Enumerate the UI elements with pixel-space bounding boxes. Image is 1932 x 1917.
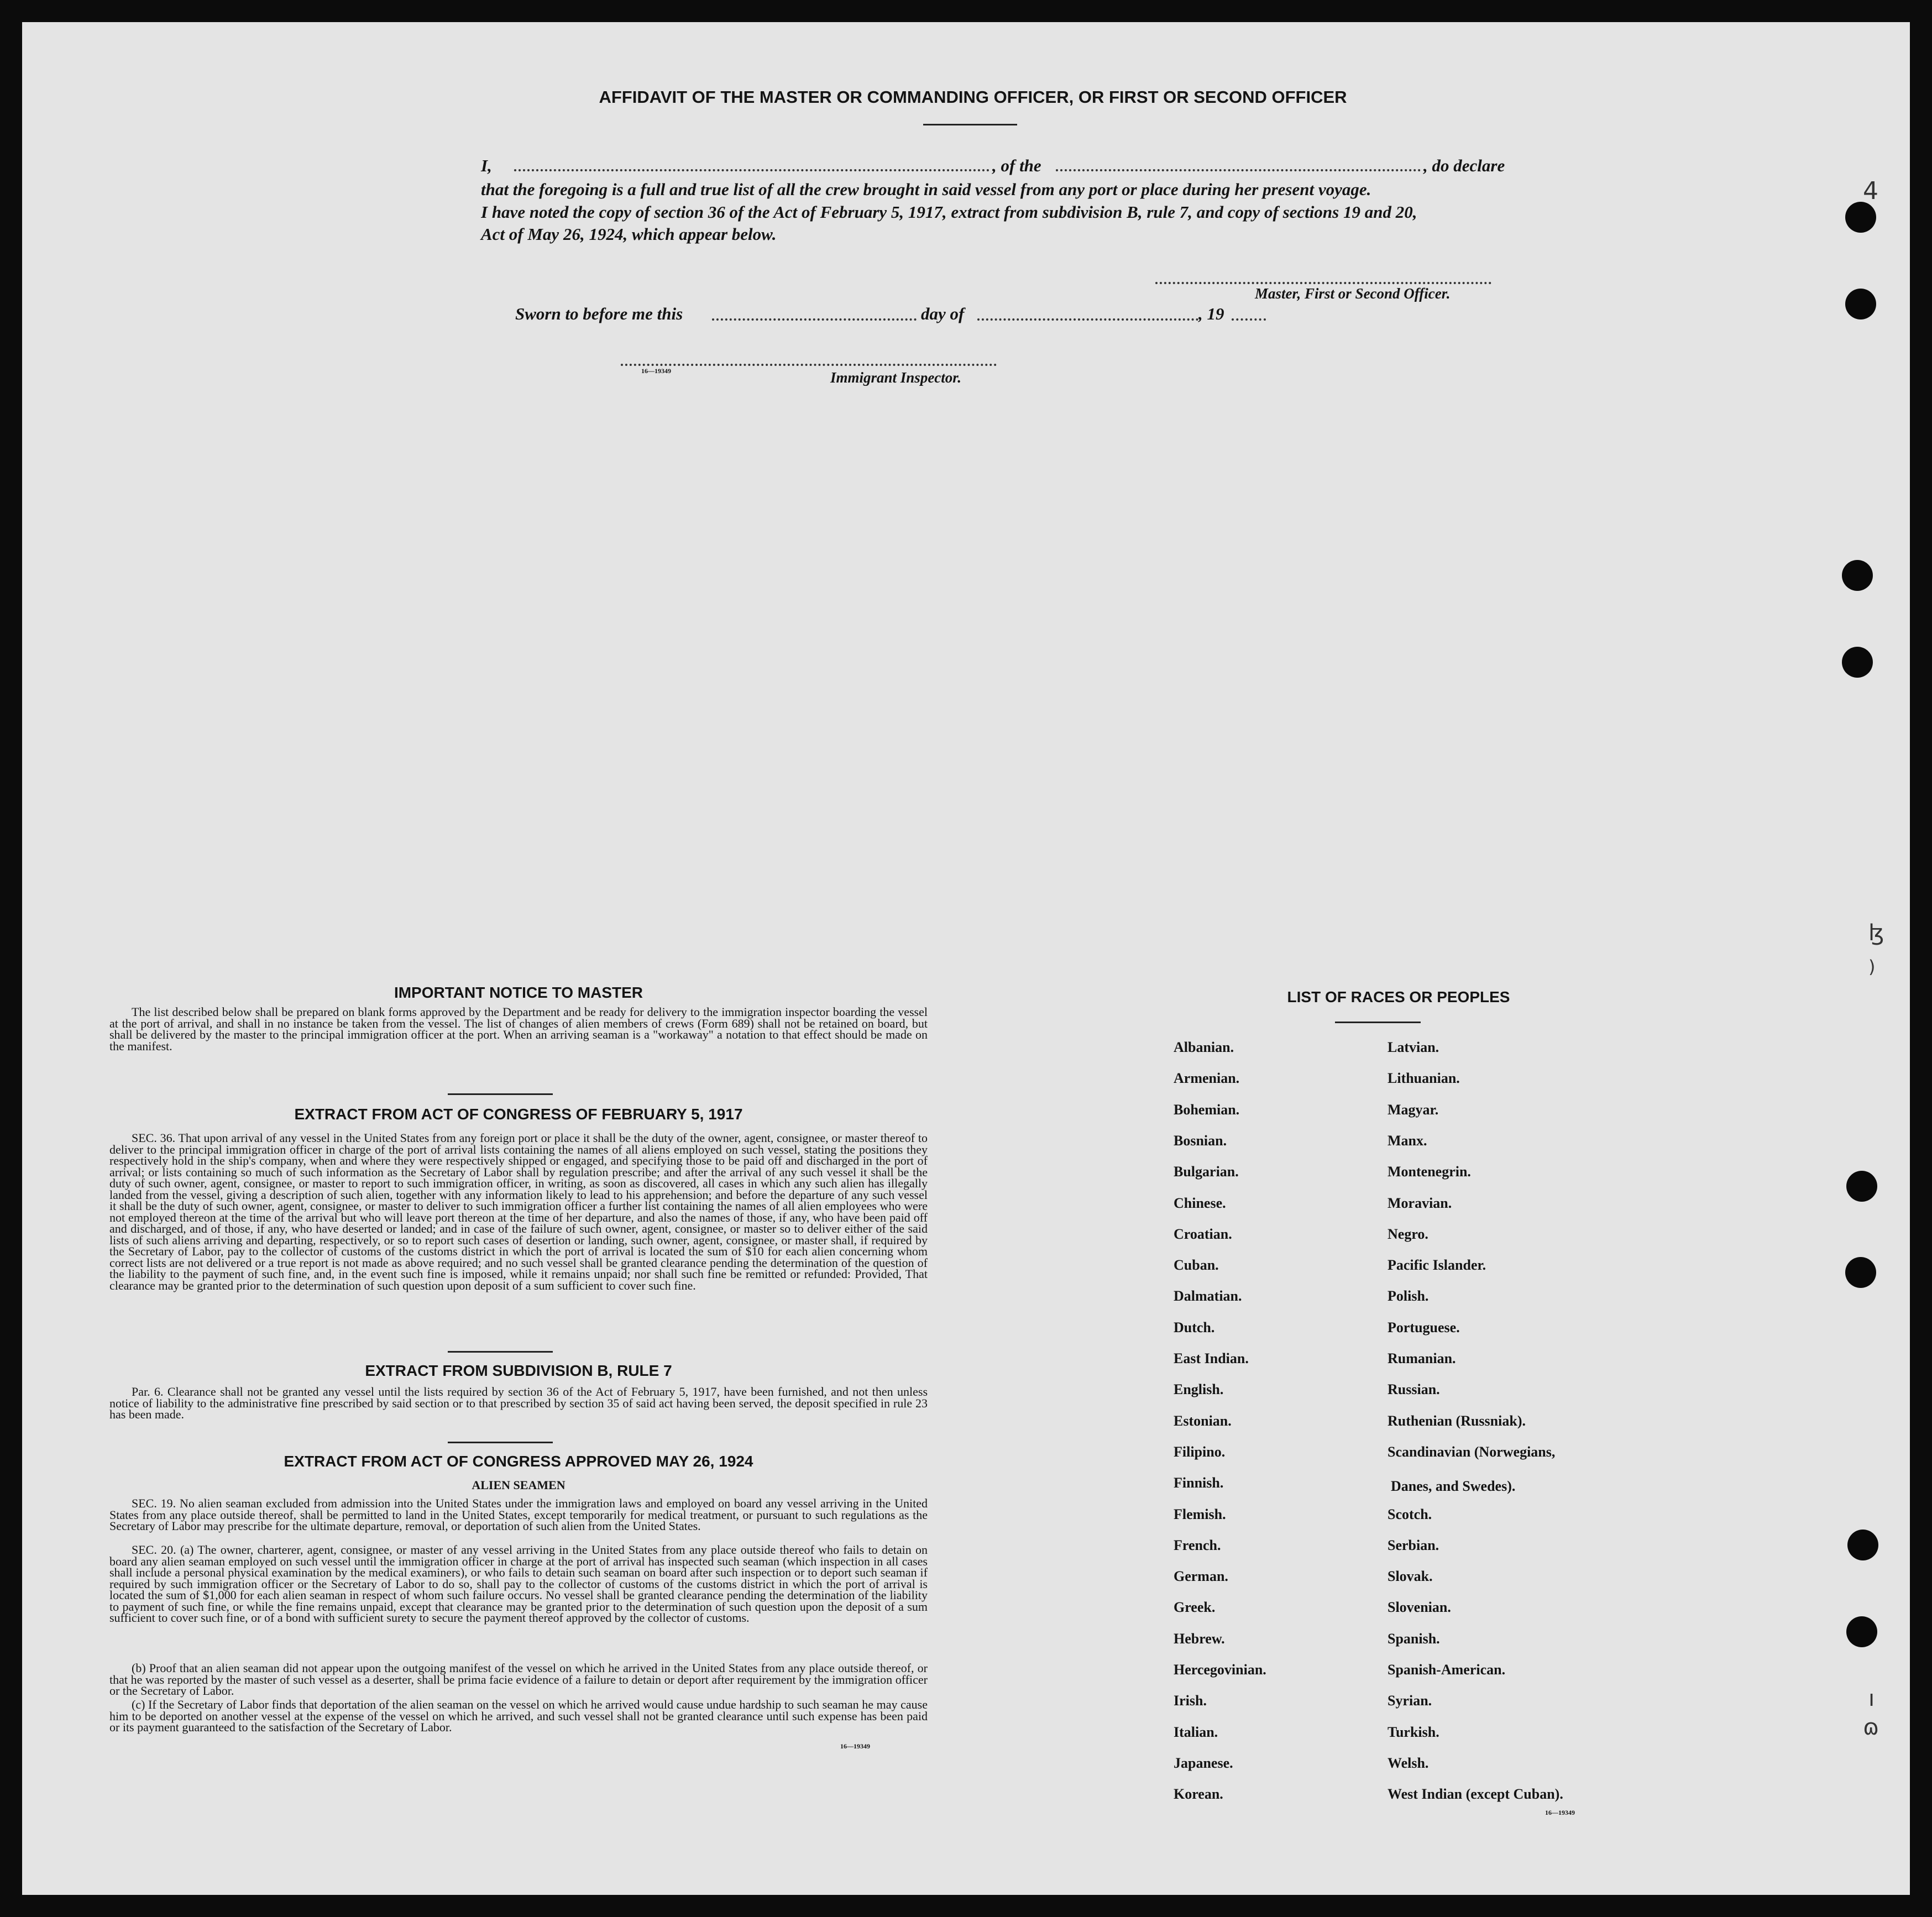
race-item: East Indian. [1174,1350,1249,1366]
race-item: Italian. [1174,1724,1218,1740]
race-item: Flemish. [1174,1506,1226,1522]
race-item: Bulgarian. [1174,1164,1239,1180]
race-item: Armenian. [1174,1070,1240,1087]
race-item: Bohemian. [1174,1101,1240,1118]
affidavit-line-2: that the foregoing is a full and true list of all the crew brought in said vessel from any port or place during her present voyage. [481,180,1371,199]
race-item: Scotch. [1388,1506,1432,1522]
race-item: Dutch. [1174,1319,1215,1335]
race-item: Irish. [1174,1693,1207,1709]
section-divider [448,1442,553,1443]
race-scandinavian-continued: Danes, and Swedes). [1391,1478,1516,1494]
sec20b-text: (b) Proof that an alien seaman did not appear upon the outgoing manifest of the vessel on which he arrived in the United States from any place outside thereof, or that he was reported by the master of such vessel as a deserter, shall be prima facie evidence of a failure to detain or deport after requirement by the immigration officer or the Secretary of Labor. [109,1661,928,1698]
race-item: French. [1174,1537,1221,1553]
affidavit-of-the: , of the [992,156,1041,175]
races-form-number: 16—19349 [1545,1809,1575,1816]
race-item: Chinese. [1174,1195,1226,1211]
sworn-day-line [712,318,917,321]
race-item: Korean. [1174,1786,1223,1803]
handwritten-mark: 4 [1863,177,1878,205]
race-item: German. [1174,1568,1228,1585]
race-item: Slovak. [1388,1568,1433,1585]
race-item: Greek. [1174,1599,1216,1616]
affidavit-title: AFFIDAVIT OF THE MASTER OR COMMANDING OFFICER, OR FIRST OR SECOND OFFICER [599,87,1347,107]
notice-title: IMPORTANT NOTICE TO MASTER [394,984,643,1001]
alien-seamen-subtitle: ALIEN SEAMEN [472,1478,566,1492]
punch-hole [1846,1171,1877,1202]
rule7-text: Par. 6. Clearance shall not be granted any vessel until the lists required by section 36 of the Act of February 5, 1917, have been furnished, and not then unless notice of liability to the administrative fine prescribed by said section or to that prescribed by section 35 of said act having been served, the deposit specified in rule 23 has been made. [109,1385,928,1421]
affidavit-form-number: 16—19349 [641,367,671,375]
document-page [22,22,1910,1895]
inspector-label: Immigrant Inspector. [830,369,962,386]
handwritten-mark: ɷ [1863,1715,1879,1740]
race-item: Polish. [1388,1288,1429,1305]
handwritten-mark: ɮ [1868,920,1884,946]
race-item: Scandinavian (Norwegians, [1388,1443,1556,1460]
extract-form-number: 16—19349 [840,1742,870,1750]
extract-1917-title: EXTRACT FROM ACT OF CONGRESS OF FEBRUARY 5, 1917 [294,1106,743,1123]
inspector-signature-line [621,364,997,366]
sworn-text: Sworn to before me this [515,304,683,323]
race-item: West Indian (except Cuban). [1388,1786,1563,1803]
handwritten-mark: ı [1868,1686,1875,1711]
affidavit-declare: , do declare [1423,156,1505,175]
race-item: Japanese. [1174,1754,1233,1771]
race-item: Cuban. [1174,1257,1219,1274]
affidavit-line-4: Act of May 26, 1924, which appear below. [481,224,777,244]
section-divider [448,1351,553,1353]
year-prefix: , 19 [1198,304,1224,323]
affidavit-line-3: I have noted the copy of section 36 of the Act of February 5, 1917, extract from subdivision B, rule 7, and copy of sections 19 and 20, [481,202,1417,222]
punch-hole [1842,560,1873,591]
race-item: Montenegrin. [1388,1164,1471,1180]
race-item: Lithuanian. [1388,1070,1460,1087]
race-item: Welsh. [1388,1754,1429,1771]
race-item: Slovenian. [1388,1599,1451,1616]
handwritten-mark: ) [1868,956,1876,977]
race-item: Hebrew. [1174,1630,1225,1647]
master-signature-line [1155,282,1491,284]
notice-text: The list described below shall be prepared on blank forms approved by the Department and be ready for delivery to the immigration inspector boarding the vessel at the port of arrival, and shall in no instance be taken from the vessel. The list of changes of alien members of crews (Form 689) shall not be retained on board, but shall be delivered by the master to the principal immigration officer at the port. When an arriving seaman is a "workaway" a notation to that effect should be made on the manifest. [109,1005,928,1053]
races-title: LIST OF RACES OR PEOPLES [1287,988,1510,1005]
race-item: English. [1174,1381,1224,1398]
race-item: Portuguese. [1388,1319,1460,1335]
affidavit-i: I, [481,156,492,175]
race-item: Latvian. [1388,1039,1439,1055]
sworn-month-line [977,318,1198,321]
sec19-text: SEC. 19. No alien seaman excluded from admission into the United States under the immigration laws and employed on board any vessel arriving in the United States from any place outside thereof, shall be permitted to land in the United States, except temporarily for medical treatment, or pursuant to such regulations as the Secretary of Labor may prescribe for the ultimate departure, removal, or deportation of such alien from the United States. [109,1496,928,1533]
master-signature-label: Master, First or Second Officer. [1255,285,1451,302]
extract-1917-text: SEC. 36. That upon arrival of any vessel in the United States from any foreign port or place it shall be the duty of the owner, agent, consignee, or master thereof to deliver to the principal immigration officer in charge of the port of arrival lists containing the names of all aliens employed on such vessel, stating the positions they respectively hold in the ship's company, when and where they were respectively shipped or engaged, and specifying those to be paid off and discharged in the port of arrival; or lists containing so much of such information as the Secretary of Labor shall by regulation prescribe; and after the arrival of any such vessel it shall be the duty of such owner, agent, consignee, or master to report to such immigration officer, in writing, as soon as discovered, all cases in which any such alien has illegally landed from the vessel, giving a description of such alien, together with any information likely to lead to his apprehension; and before the departure of any such vessel it shall be the duty of such owner, agent, consignee, or master to deliver to such immigration officer a further list containing the names of all alien employees who were not employed thereon at the time of the arrival but who will leave port thereon at the time of her departure, and also the names of those, if any, who have been paid off and discharged, and of those, if any, who have deserted or landed; and in case of the failure of such owner, agent, consignee, or master so to deliver either of the said lists of such aliens arriving and departing, respectively, or so to report such cases of desertion or landing, such owner, agent, consignee, or master shall, if required by the Secretary of Labor, pay to the collector of customs of the customs district in which the port of arrival is located the sum of $10 for each alien concerning whom correct lists are not delivered or a true report is not made as above required; and no such vessel shall be granted clearance pending the determination of the question of the liability to the payment of such fine, and, in the event such fine is imposed, while it remains unpaid; nor shall such fine be remitted or refunded: Provided, That clearance may be granted prior to the determination of such question upon deposit of a sum sufficient to cover such fine. [109,1131,928,1292]
race-item: Dalmatian. [1174,1288,1242,1305]
punch-hole [1845,202,1876,233]
vessel-name-line [1056,169,1421,171]
day-of-text: day of [921,304,965,323]
extract-1924-title: EXTRACT FROM ACT OF CONGRESS APPROVED MAY 26, 1924 [284,1453,753,1470]
race-item: Finnish. [1174,1475,1224,1491]
race-item: Estonian. [1174,1412,1232,1429]
punch-hole [1847,1530,1878,1560]
rule7-title: EXTRACT FROM SUBDIVISION B, RULE 7 [365,1362,672,1379]
race-item: Negro. [1388,1225,1428,1242]
race-item: Magyar. [1388,1101,1439,1118]
race-item: Hercegovinian. [1174,1662,1266,1678]
race-item: Albanian. [1174,1039,1234,1055]
race-item: Moravian. [1388,1195,1452,1211]
punch-hole [1846,1616,1877,1647]
title-divider [923,124,1017,125]
race-item: Turkish. [1388,1724,1439,1740]
race-item: Spanish-American. [1388,1662,1506,1678]
race-item: Spanish. [1388,1630,1440,1647]
sec20a-text: SEC. 20. (a) The owner, charterer, agent, consignee, or master of any vessel arriving in the United States from any place outside thereof who fails to detain on board any alien seaman employed on such vessel until the immigration officer in charge at the port of arrival has inspected such seaman (which inspection in all cases shall include a personal physical examination by the medical examiners), or who fails to detain such seaman on board after such inspection or to deport such seaman if required by such immigration officer or the Secretary of Labor to do so, shall pay to the collector of customs of the customs district in which the port of arrival is located the sum of $1,000 for each alien seaman in respect of whom such failure occurs. No vessel shall be granted clearance pending the determination of the liability to payment of such fine, or while the fine remains unpaid, except that clearance may be granted prior to the determination of such question upon the deposit of a sum sufficient to cover such fine, or of a bond with sufficient surety to secure the payment thereof approved by the collector of customs. [109,1543,928,1625]
races-divider [1335,1022,1421,1023]
race-item: Syrian. [1388,1693,1432,1709]
race-item: Serbian. [1388,1537,1439,1553]
race-item: Bosnian. [1174,1132,1227,1149]
section-divider [448,1093,553,1095]
punch-hole [1842,647,1873,678]
punch-hole [1845,1257,1876,1288]
race-item: Pacific Islander. [1388,1257,1486,1274]
race-item: Ruthenian (Russniak). [1388,1412,1526,1429]
sworn-year-line [1232,318,1266,321]
master-name-line [514,169,989,171]
race-item: Rumanian. [1388,1350,1456,1366]
race-item: Manx. [1388,1132,1427,1149]
race-item: Russian. [1388,1381,1440,1398]
sec20c-text: (c) If the Secretary of Labor finds that deportation of the alien seaman on the vessel on which he arrived would cause undue hardship to such seaman he may cause him to be deported on another vessel at the expense of the vessel on which he arrived, and such vessel shall not be granted clearance until such expense has been paid or its payment guaranteed to the satisfaction of the Secretary of Labor. [109,1698,928,1734]
race-item: Filipino. [1174,1443,1226,1460]
race-item: Croatian. [1174,1225,1232,1242]
punch-hole [1845,289,1876,320]
